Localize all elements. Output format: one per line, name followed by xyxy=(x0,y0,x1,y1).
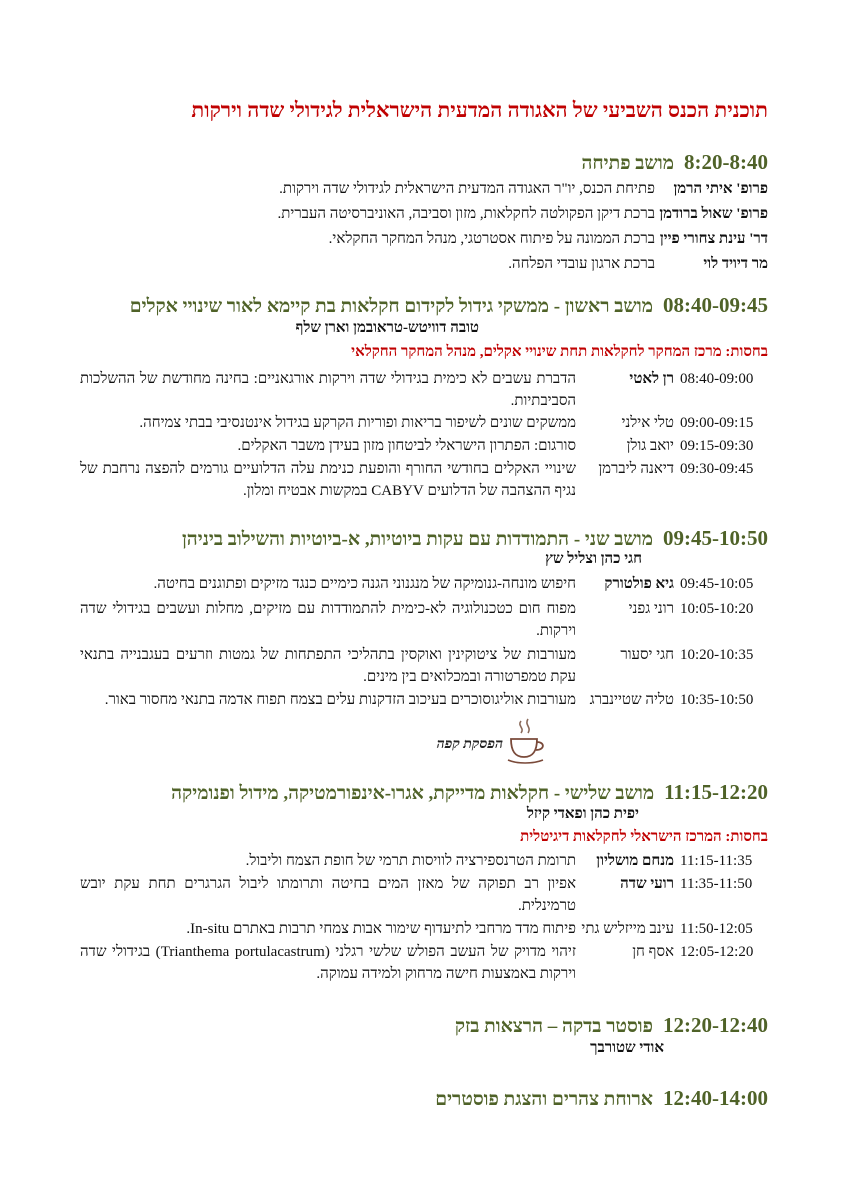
session-time: 08:40-09:45 xyxy=(663,293,768,317)
speaker-name: מר דיויד לוי xyxy=(703,256,768,272)
session-title: מושב ראשון - ממשקי גידול לקידום חקלאות בת קיימא לאור שינויי אקלים xyxy=(129,296,654,317)
session-title: ארוחת צהרים והצגת פוסטרים xyxy=(435,1089,654,1110)
talk-time: 11:35-11:50 xyxy=(680,876,753,892)
talk-time: 10:05-10:20 xyxy=(680,601,754,617)
session-time: 09:45-10:50 xyxy=(663,526,768,550)
session-time: 11:15-12:20 xyxy=(664,780,768,804)
talk-time: 10:20-10:35 xyxy=(680,647,754,663)
talk-description: מעורבות אוליגוסוכרים בעיכוב הזדקנות עלים בצמח תפוח אדמה בתנאי מחסור באור. xyxy=(104,692,576,708)
speaker-name: חגי יסעור xyxy=(620,647,674,663)
speaker-name: גיא פולטורק xyxy=(604,576,674,592)
talk-description: פתיחת הכנס, יו"ר האגודה המדעית הישראלית לגידולי שדה וירקות. xyxy=(279,181,655,197)
lunch-header xyxy=(60,1086,768,1111)
talk-description: שינויי האקלים בחודשי החורף והופעת כנימת עלה הדלועיים גורמים להפצה נרחבת של נגיף ההצהבה של הדלועים CABYV במקשות אבטיח ומלון. xyxy=(80,461,576,499)
talk-time: 09:15-09:30 xyxy=(680,438,754,454)
session-title: מושב פתיחה xyxy=(581,153,675,174)
talk-description: ממשקים שונים לשיפור בריאות ופוריות הקרקע בגידול אינטנסיבי בבתי צמיחה. xyxy=(139,415,576,431)
session-time: 12:40-14:00 xyxy=(663,1086,768,1110)
session-chairs: יפית כהן ופאדי קיזל xyxy=(526,806,639,822)
session-chairs: חגי כהן וצליל שץ xyxy=(545,551,642,567)
speaker-name: דיאנה ליברמן xyxy=(598,461,674,477)
session-sponsor: בחסות: המרכז הישראלי לחקלאות דיגיטלית xyxy=(520,829,768,845)
session-title: מושב שני - התמודדות עם עקות ביוטיות, א-ביוטיות והשילוב ביניהן xyxy=(181,529,654,550)
session-title: פוסטר בדקה – הרצאות בזק xyxy=(454,1016,654,1037)
speaker-name: דר' עינת צחורי פיין xyxy=(659,231,768,247)
talk-time: 08:40-09:00 xyxy=(680,371,754,387)
speaker-name: רוני גפני xyxy=(628,601,674,617)
document-title: תוכנית הכנס השביעי של האגודה המדעית הישראלית לגידולי שדה וירקות xyxy=(191,98,768,122)
speaker-name: עינב מייזליש גתי xyxy=(581,921,674,937)
speaker-name: רן לאטי xyxy=(629,371,674,387)
speaker-name: פרופ' איתי הרמן xyxy=(673,181,768,197)
talk-description: ברכת הממונה על פיתוח אסטרטגי, מנהל המחקר החקלאי. xyxy=(328,231,655,247)
talk-time: 10:35-10:50 xyxy=(680,692,754,708)
session-title: מושב שלישי - חקלאות מדייקת, אגרו-אינפורמטיקה, מידול ופנומיקה xyxy=(171,783,655,804)
speaker-name: טלי אילני xyxy=(621,415,674,431)
session-2-header xyxy=(60,526,768,551)
talk-description: ברכת דיקן הפקולטה לחקלאות, מזון וסביבה, האוניברסיטה העברית. xyxy=(277,206,655,222)
speaker-name: יואב גולן xyxy=(626,438,674,454)
poster-session-header xyxy=(60,1013,768,1038)
talk-description: הדברת עשבים לא כימית בגידולי שדה וירקות אורגאניים: בחינה מחודשת של ההשלכות הסביבתיות. xyxy=(80,371,576,409)
talk-description: זיהוי מדויק של העשב הפולש שלשי רגלני (Trianthema portulacastrum) בגידולי שדה וירקות באמצעות חישה מרחוק ולמידה עמוקה. xyxy=(80,944,577,982)
talk-time: 12:05-12:20 xyxy=(680,944,754,960)
talk-description: ברכת ארגון עובדי הפלחה. xyxy=(508,256,655,272)
talk-time: 11:15-11:35 xyxy=(680,853,753,869)
talk-time: 11:50-12:05 xyxy=(680,921,753,937)
session-chairs: אודי שטורבך xyxy=(590,1040,664,1056)
talk-time: 09:00-09:15 xyxy=(680,415,754,431)
speaker-name: טליה שטיינברג xyxy=(589,692,674,708)
session-time: 8:20-8:40 xyxy=(684,150,768,174)
talk-time: 09:45-10:05 xyxy=(680,576,754,592)
talk-description: מעורבות של ציטוקינין ואוקסין בתהליכי התפתחות של גמטות וזרעים בעגבנייה בתנאי עקת טמפרטורה ובמכלואים בין מינים. xyxy=(80,647,576,685)
talk-description: סורגום: הפתרון הישראלי לביטחון מזון בעידן משבר האקלים. xyxy=(237,438,576,454)
speaker-name: אסף חן xyxy=(632,944,674,960)
coffee-cup-icon xyxy=(507,717,547,765)
session-time: 12:20-12:40 xyxy=(663,1013,768,1037)
session-chairs: טובה דוויטש-טראובמן וארן שלף xyxy=(295,320,479,336)
talk-description: פיתוח מדד מרחבי לתיעדוף שימור אבות צמחי תרבות באתרם In-situ. xyxy=(186,921,576,937)
coffee-break xyxy=(395,717,555,767)
session-1-header xyxy=(60,293,768,318)
speaker-name: רועי שדה xyxy=(620,876,674,892)
speaker-name: פרופ' שאול ברודמן xyxy=(659,206,768,222)
session-sponsor: בחסות: מרכז המחקר לחקלאות תחת שינויי אקלים, מנהל המחקר החקלאי xyxy=(351,344,768,360)
talk-description: תרומת הטרנספירציה לוויסות תרמי של חופת הצמח וליבול. xyxy=(245,853,576,869)
talk-description: מפוח חום כטכנולוגיה לא-כימית להתמודדות עם מזיקים, מחלות ועשבים בגידולי שדה וירקות. xyxy=(80,601,576,639)
speaker-name: מנחם מושליון xyxy=(596,853,674,869)
talk-time: 09:30-09:45 xyxy=(680,461,754,477)
session-3-header xyxy=(60,780,768,805)
talk-description: אפיון רב תפוקה של מאזן המים בחיטה ותרומתו ליבול הגרגרים תחת עקת יובש טרמינלית. xyxy=(80,876,576,914)
coffee-break-label: הפסקת קפה xyxy=(436,737,503,752)
talk-description: חיפוש מונחה-גנומיקה של מנגנוני הגנה כימיים כנגד מזיקים ופתוגנים בחיטה. xyxy=(153,576,576,592)
session-opening-header xyxy=(60,150,768,175)
